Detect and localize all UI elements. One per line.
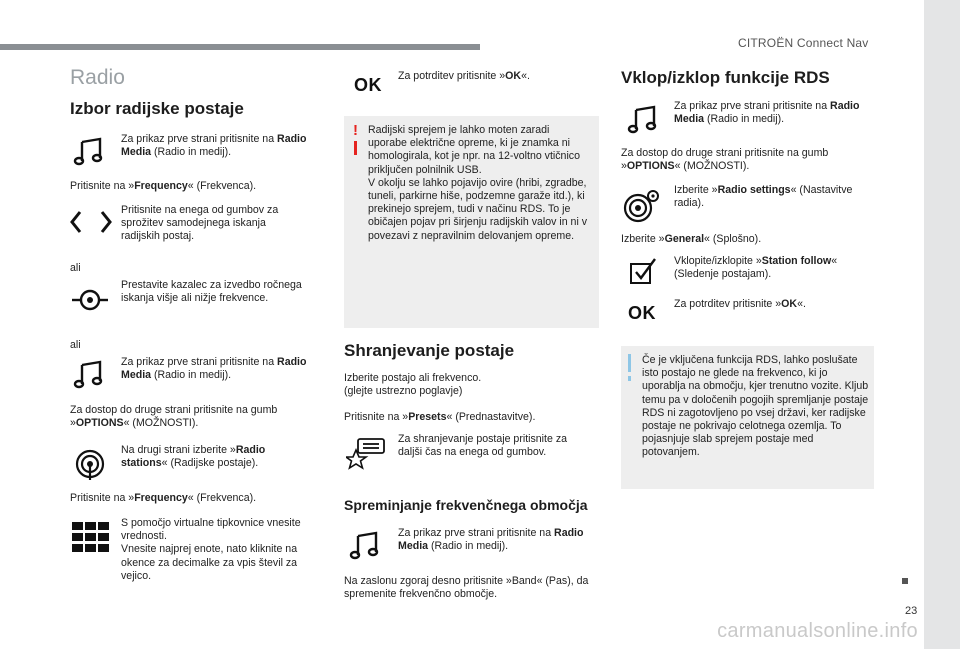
chevron-left-right-icon xyxy=(68,204,114,240)
text-options-1: Za dostop do druge strani pritisnite na gumb »OPTIONS« (MOŽNOSTI). xyxy=(70,404,278,430)
text-frequency-2: Pritisnite na »Frequency« (Frekvenca). xyxy=(70,492,257,504)
radio-stations-icon xyxy=(72,446,108,482)
text-virtual-keyboard: S pomočjo virtualne tipkovnice vnesite vrednosti. Vnesite najprej enote, nato kliknite na okence za decimalke za vpis števil za vejico. xyxy=(121,517,301,582)
text-confirm-2: Za potrditev pritisnite »OK«. xyxy=(674,298,806,310)
text-select-station: Izberite postajo ali frekvenco. (glejte ustrezno poglavje) xyxy=(344,372,482,398)
text-manual-search: Prestavite kazalec za izvedbo ročnega iskanja višje ali nižje frekvence. xyxy=(121,279,302,305)
text-radio-media-3: Za prikaz prve strani pritisnite na Radio Media (Radio in medij). xyxy=(398,527,584,553)
text-band: Na zaslonu zgoraj desno pritisnite »Band« (Pas), da spremenite frekvenčno območje. xyxy=(344,575,589,601)
text-auto-search: Pritisnite na enega od gumbov za sprožitev samodejnega iskanja radijskih postaj. xyxy=(121,204,279,243)
text-options-2: Za dostop do druge strani pritisnite na gumb »OPTIONS« (MOŽNOSTI). xyxy=(621,147,829,173)
ok-icon: OK xyxy=(628,303,656,323)
checkbox-icon xyxy=(628,256,658,286)
page-edge-tab xyxy=(924,0,960,649)
warning-icon: ! xyxy=(353,122,358,139)
text-or-2: ali xyxy=(70,339,81,351)
heading-band-change: Spreminjanje frekvenčnega območja xyxy=(344,497,588,513)
heading-save-station: Shranjevanje postaje xyxy=(344,341,515,360)
tuning-cursor-icon xyxy=(72,282,108,318)
warning-text: Radijski sprejem je lahko moten zaradi uporabe električne opreme, ki je znamka ni homologirala, kot je npr. na 12-voltno vtičnico priključen polnilnik USB. V okolju se lahko pojavijo ovire (hribi, zgradbe, tuneli, parkirne hiše, podzemne garaže itd.), ki prekinejo sprejem, tudi v načinu RDS. To je običajen pojav pri širjenju radijskih valov in ni v povezavi z nepravilnim delovanjem opreme. xyxy=(368,124,588,242)
watermark: carmanualsonline.info xyxy=(717,620,918,642)
ok-icon: OK xyxy=(354,75,382,95)
text-long-press: Za shranjevanje postaje pritisnite za daljši čas na enega od gumbov. xyxy=(398,433,568,459)
page-number: 23 xyxy=(905,605,918,617)
info-bar-bottom xyxy=(628,376,631,381)
text-radio-media-4: Za prikaz prve strani pritisnite na Radio Media (Radio in medij). xyxy=(674,100,860,126)
text-radio-settings: Izberite »Radio settings« (Nastavitve radia). xyxy=(674,184,853,210)
text-presets: Pritisnite na »Presets« (Prednastavitve). xyxy=(344,411,536,423)
heading-rds: Vklop/izklop funkcije RDS xyxy=(621,68,830,87)
text-radio-media-2: Za prikaz prve strani pritisnite na Radio Media (Radio in medij). xyxy=(121,356,307,382)
heading-station-select: Izbor radijske postaje xyxy=(70,99,244,118)
warning-bar xyxy=(354,141,357,155)
text-radio-stations: Na drugi strani izberite »Radio stations« (Radijske postaje). xyxy=(121,444,266,470)
keypad-icon xyxy=(70,520,112,554)
text-frequency-1: Pritisnite na »Frequency« (Frekvenca). xyxy=(70,180,257,192)
info-text: Če je vključena funkcija RDS, lahko poslušate isto postajo ne glede na frekvenco, ki jo uporablja na območju, kjer trenutno vozite. Kljub temu pa v določenih pogojih spremljanje postaje RDS ni zagotovljeno po vsej državi, ker radijske postaje ne pokrivajo celotnega ozemlja. To pojasnjuje slab sprejem postaje med potovanjem. xyxy=(642,354,869,459)
radio-settings-icon xyxy=(622,188,662,224)
section-title: Radio xyxy=(70,66,125,89)
music-note-icon xyxy=(624,102,660,138)
text-general: Izberite »General« (Splošno). xyxy=(621,233,762,245)
music-note-icon xyxy=(70,134,106,170)
end-of-section-marker xyxy=(902,578,908,584)
text-confirm-1: Za potrditev pritisnite »OK«. xyxy=(398,70,530,82)
text-radio-media-1: Za prikaz prve strani pritisnite na Radio Media (Radio in medij). xyxy=(121,133,307,159)
music-note-icon xyxy=(70,357,106,393)
info-bar-top xyxy=(628,354,631,372)
brand-header: CITROËN Connect Nav xyxy=(738,36,869,50)
preset-star-icon xyxy=(346,436,386,472)
text-station-follow: Vklopite/izklopite »Station follow« (Sledenje postajam). xyxy=(674,255,838,281)
header-rule xyxy=(0,44,480,50)
music-note-icon xyxy=(346,528,382,564)
text-or-1: ali xyxy=(70,262,81,274)
